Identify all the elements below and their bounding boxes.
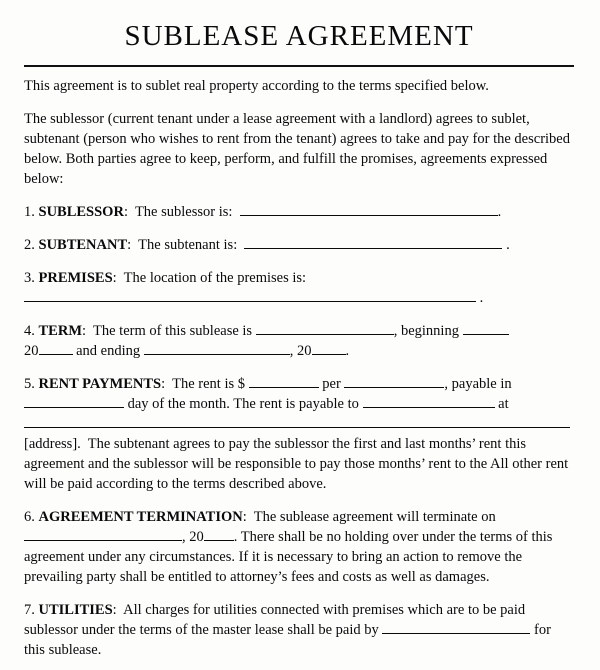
text-run: : The sublessor is:	[123, 204, 240, 221]
text-run: 6.	[24, 509, 39, 526]
fill-in-blank	[249, 376, 319, 388]
text-run: : The location of the premises is:	[112, 270, 307, 287]
text-run: 1.	[24, 204, 39, 221]
fill-in-blank	[244, 237, 502, 249]
text-run: : The subtenant is:	[127, 237, 245, 254]
section-7-utilities	[24, 600, 574, 660]
section-6-agreement-termination	[24, 507, 574, 587]
section-5-rent-payments	[24, 374, 574, 494]
text-run: , payable in	[444, 376, 512, 393]
fill-in-blank	[463, 323, 509, 335]
text-run: .	[476, 290, 484, 307]
text-run: . There shall be no holding over under the terms of this agreement under any circumstances. If it is necessary to bring an action to remove the prevailing party shall be entitled to attorney’s fees and costs as well as damages.	[24, 529, 553, 586]
document-title: SUBLEASE AGREEMENT	[124, 20, 474, 52]
fill-in-blank	[24, 396, 124, 408]
section-1-sublessor	[24, 202, 574, 222]
section-3-premises	[24, 268, 574, 308]
bold-label: SUBLESSOR	[38, 204, 124, 221]
fill-in-blank	[24, 290, 476, 302]
text-run: .	[502, 237, 510, 254]
fill-in-blank	[363, 396, 495, 408]
text-run: and ending	[72, 343, 144, 360]
fill-in-blank	[312, 343, 346, 355]
text-run: 20	[24, 343, 39, 360]
fill-in-blank	[204, 529, 234, 541]
fill-in-blank	[344, 376, 444, 388]
text-run: for this sublease.	[24, 622, 551, 659]
bold-label: TERM	[38, 323, 82, 340]
section-4-term	[24, 321, 574, 361]
fill-in-blank	[39, 343, 73, 355]
bold-label: AGREEMENT TERMINATION	[38, 509, 243, 526]
text-run: per	[318, 376, 345, 393]
text-run: : The sublease agreement will terminate on	[242, 509, 496, 526]
intro-paragraph: This agreement is to sublet real property according to the terms specified below.	[24, 78, 489, 95]
bold-label: PREMISES	[38, 270, 113, 287]
text-run: , 20	[182, 529, 204, 546]
text-run: : All charges for utilities connected with premises which are to be paid sublessor under the terms of the master lease shall be paid by	[24, 602, 526, 639]
text-run: , beginning	[393, 323, 463, 340]
bold-label: RENT PAYMENTS	[38, 376, 162, 393]
section-2-subtenant	[24, 235, 574, 255]
text-run: day of the month. The rent is payable to	[124, 396, 363, 413]
text-run: : The term of this sublease is	[82, 323, 256, 340]
text-run: : The rent is $	[161, 376, 249, 393]
bold-label: SUBTENANT	[38, 237, 128, 254]
text-run: at	[494, 396, 509, 413]
text-run: 7.	[24, 602, 39, 619]
fill-in-blank	[382, 622, 530, 634]
preamble-paragraph: The sublessor (current tenant under a lease agreement with a landlord) agrees to sublet, subtenant (person who wishes to rent from the tenant) agrees to take and pay for the described below. Both parties agree to keep, perform, and fulfill the promises, agreements expressed below:	[24, 111, 570, 188]
title-divider	[24, 65, 574, 67]
text-run: 4.	[24, 323, 39, 340]
text-run: 5.	[24, 376, 39, 393]
text-run: , 20	[289, 343, 312, 360]
text-run: .	[345, 343, 350, 360]
text-run: [address]. The subtenant agrees to pay the sublessor the first and last months’ rent this agreement and the sublessor will be responsible to pay those months’ rent to the All other rent will be paid according to the terms described above.	[24, 436, 569, 493]
fill-in-blank	[144, 343, 290, 355]
fill-in-blank	[24, 416, 570, 428]
text-run: 3.	[24, 270, 39, 287]
fill-in-blank	[256, 323, 394, 335]
bold-label: UTILITIES	[38, 602, 113, 619]
text-run: 2.	[24, 237, 39, 254]
fill-in-blank	[24, 529, 182, 541]
fill-in-blank	[240, 204, 498, 216]
text-run: .	[497, 204, 502, 221]
